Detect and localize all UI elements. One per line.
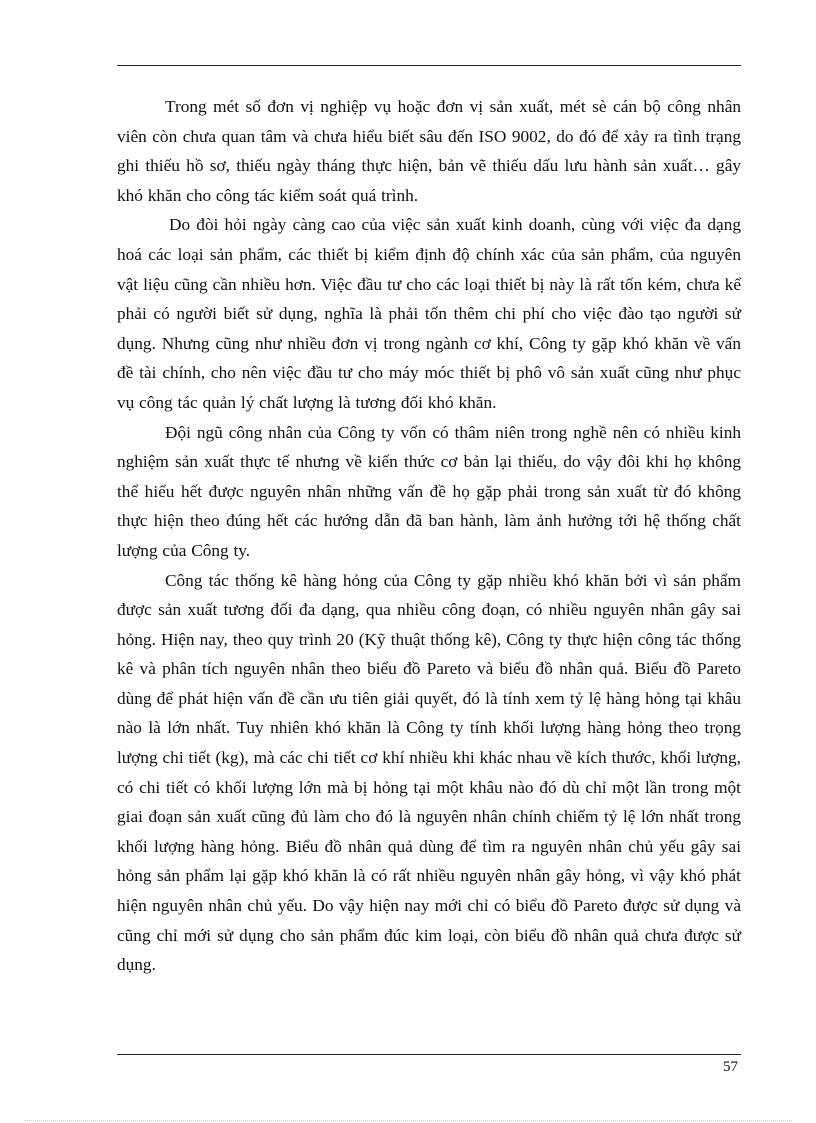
document-body xyxy=(117,92,741,980)
header-rule xyxy=(117,65,741,66)
paragraph-1: Trong mét số đơn vị nghiệp vụ hoặc đơn vị sản xuất, mét sè cán bộ công nhân viên còn chưa quan tâm và chưa hiểu biết sâu đến ISO 9002, do đó để xảy ra tình trạng ghi thiếu hồ sơ, thiếu ngày tháng thực hiện, bản vẽ thiếu dấu lưu hành sản xuất… gây khó khăn cho công tác kiểm soát quá trình. xyxy=(117,97,741,205)
page-number: 57 xyxy=(723,1059,738,1075)
paragraph-2: Do đòi hỏi ngày càng cao của việc sản xuất kinh doanh, cùng với việc đa dạng hoá các loại sản phẩm, các thiết bị kiểm định độ chính xác của sản phẩm, của nguyên vật liệu cũng cần nhiều hơn. Việc đầu tư cho các loại thiết bị này là rất tốn kém, chưa kể phải có người biết sử dụng, nghĩa là phải tốn thêm chi phí cho việc đào tạo người sử dụng. Nhưng cũng như nhiều đơn vị trong ngành cơ khí, Công ty gặp khó khăn về vấn đề tài chính, cho nên việc đầu tư cho máy móc thiết bị phô vô sản xuất cũng như phục vụ công tác quản lý chất lượng là tương đối khó khăn. xyxy=(117,215,741,412)
paragraph-4: Công tác thống kê hàng hỏng của Công ty gặp nhiều khó khăn bởi vì sản phẩm được sản xuất tương đối đa dạng, qua nhiều công đoạn, có nhiều nguyên nhân gây sai hỏng. Hiện nay, theo quy trình 20 (Kỹ thuật thống kê), Công ty thực hiện công tác thống kê và phân tích nguyên nhân theo biểu đồ Pareto và biểu đồ nhân quả. Biểu đồ Pareto dùng để phát hiện vấn đề cần ưu tiên giải quyết, đó là tính xem tỷ lệ hàng hỏng tại khâu nào là lớn nhất. Tuy nhiên khó khăn là Công ty tính khối lượng hàng hỏng theo trọng lượng chi tiết (kg), mà các chi tiết cơ khí nhiều khi khác nhau về kích thước, khối lượng, có chi tiết có khối lượng lớn mà bị hỏng tại một khâu nào đó dù chỉ một lần trong một giai đoạn sản xuất cũng đủ làm cho đó là nguyên nhân chính chiếm tỷ lệ lớn nhất trong khối lượng hàng hỏng. Biểu đồ nhân quả dùng để tìm ra nguyên nhân chủ yếu gây sai hỏng sản phẩm lại gặp khó khăn là có rất nhiều nguyên nhân gây hỏng, vì vậy khó phát hiện nguyên nhân chủ yếu. Do vậy hiện nay mới chỉ có biểu đồ Pareto được sử dụng và cũng chỉ mới sử dụng cho sản phẩm đúc kim loại, còn biểu đồ nhân quả chưa được sử dụng. xyxy=(117,570,741,975)
bottom-dotted-border xyxy=(24,1120,792,1121)
footer-rule xyxy=(117,1054,741,1055)
paragraph-3: Đội ngũ công nhân của Công ty vốn có thâm niên trong nghề nên có nhiều kinh nghiệm sản xuất thực tế nhưng về kiến thức cơ bản lại thiếu, do vậy đôi khi họ không thể hiểu hết được nguyên nhân những vấn đề họ gặp phải trong sản xuất từ đó không thực hiện theo đúng hết các hướng dẫn đã ban hành, làm ảnh hưởng tới hệ thống chất lượng của Công ty. xyxy=(117,422,741,560)
